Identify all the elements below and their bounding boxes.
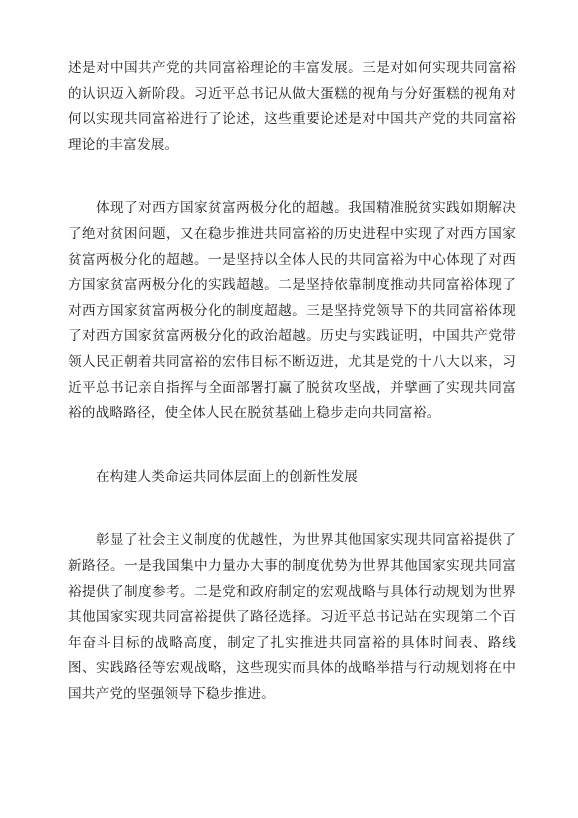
paragraph-continuation: 述是对中国共产党的共同富裕理论的丰富发展。三是对如何实现共同富裕的认识迈入新阶段。习近平总书记从做大蛋糕的视角与分好蛋糕的视角对何以实现共同富裕进行了论述，这些重要论述是对中国共产党的共同富裕理论的丰富发展。 xyxy=(68,60,516,153)
paragraph-gap xyxy=(68,490,516,528)
paragraph-superiority: 彰显了社会主义制度的优越性，为世界其他国家实现共同富裕提供了新路径。一是我国集中力量办大事的制度优势为世界其他国家实现共同富裕提供了制度参考。二是党和政府制定的宏观战略与具体行动规划为世界其他国家实现共同富裕提供了路径选择。习近平总书记站在实现第二个百年奋斗目标的战略高度，制定了扎实推进共同富裕的具体时间表、路线图、实践路径等宏观战略，这些现实而具体的战略举措与行动规划将在中国共产党的坚强领导下稳步推进。 xyxy=(68,532,516,702)
paragraph-transcendence: 体现了对西方国家贫富两极分化的超越。我国精准脱贫实践如期解决了绝对贫困问题，又在稳步推进共同富裕的历史进程中实现了对西方国家贫富两极分化的超越。一是坚持以全体人民的共同富裕为中心体现了对西方国家贫富两极分化的实践超越。二是坚持依靠制度推动共同富裕体现了对西方国家贫富两极分化的制度超越。三是坚持党领导下的共同富裕体现了对西方国家贫富两极分化的政治超越。历史与实践证明，中国共产党带领人民正朝着共同富裕的宏伟目标不断迈进，尤其是党的十八大以来，习近平总书记亲自指挥与全面部署打赢了脱贫攻坚战，并擘画了实现共同富裕的战略路径，使全体人民在脱贫基础上稳步走向共同富裕。 xyxy=(68,200,516,422)
paragraph-gap xyxy=(68,427,516,465)
paragraph-gap xyxy=(68,158,516,196)
section-heading: 在构建人类命运共同体层面上的创新性发展 xyxy=(96,468,359,485)
document-page xyxy=(68,56,516,707)
